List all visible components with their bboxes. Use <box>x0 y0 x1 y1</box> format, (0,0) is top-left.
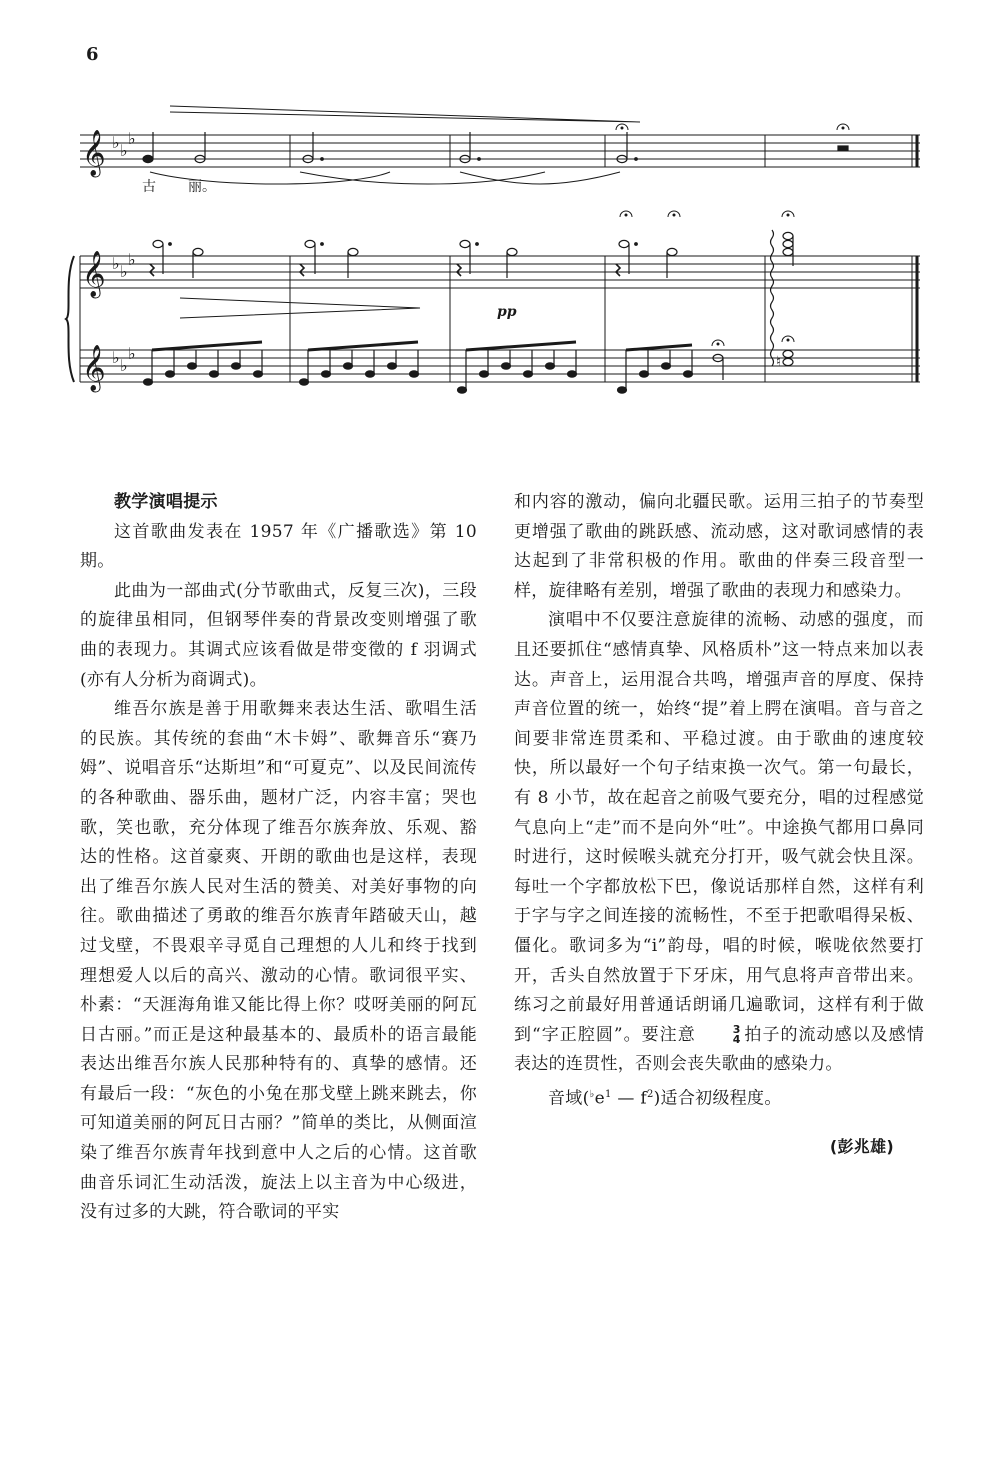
piano-treble-staff <box>80 256 920 288</box>
flat-icon: ♭ <box>120 356 128 375</box>
lyric-1: 古 <box>142 179 156 195</box>
treble-clef-icon: 𝄞 <box>82 345 106 391</box>
vocal-staff <box>80 135 920 167</box>
page-number: 6 <box>86 44 99 65</box>
section-heading: 教学演唱提示 <box>114 492 218 512</box>
paragraph: 这首歌曲发表在 1957 年《广播歌选》第 10 期。 <box>80 521 477 572</box>
vocal-range: 音域($^♭e^1$ — $f^2$)适合初级程度。 <box>548 1088 782 1109</box>
flat-icon: ♭ <box>112 348 120 367</box>
treble-clef-icon: 𝄞 <box>82 251 106 297</box>
author-credit: (彭兆雄) <box>829 1137 894 1157</box>
arpeggio-m1 <box>144 342 263 385</box>
flat-icon: ♭ <box>120 262 128 281</box>
flat-icon: ♭ <box>120 141 128 160</box>
arpeggio-m2 <box>300 342 419 385</box>
flat-icon: ♭ <box>112 254 120 273</box>
paragraph: 维吾尔族是善于用歌舞来表达生活、歌唱生活的民族。其传统的套曲“木卡姆”、歌舞音乐“赛乃姆”、说唱音乐“达斯坦”和“可夏克”、以及民间流传的各种歌曲、器乐曲，题材广泛，内容丰富；哭也歌，笑也歌，充分体现了维吾尔族奔放、乐观、豁达的性格。这首豪爽、开朗的歌曲也是这样，表现出了维吾尔族人民对生活的赞美、对美好事物的向往。歌曲描述了勇敢的维吾尔族青年踏破天山，越过戈壁，不畏艰辛寻觅自己理想的人儿和终于找到理想爱人以后的高兴、激动的心情。歌词很平实、朴素：“天涯海角谁又能比得上你？哎呀美丽的阿瓦日古丽。”而正是这种最基本的、最质朴的语言最能表达出维吾尔族人民那种特有的、真挚的感情。还有最后一段：“灰色的小兔在那戈壁上跳来跳去，你可知道美丽的阿瓦日古丽？”简单的类比，从侧面渲染了维吾尔族青年找到意中人之后的心情。这首歌曲音乐词汇生动活泼，旋法上以主音为中心级进，没有过多的大跳，符合歌词的平实 <box>80 699 477 1223</box>
paragraph-text: 演唱中不仅要注意旋律的流畅、动感的强度，而且还要抓住“感情真挚、风格质朴”这一特点来加以表达。声音上，运用混合共鸣，增强声音的厚度、保持声音位置的统一，始终“提”着上腭在演唱。音与音之间要非常连贯柔和、平稳过渡。由于歌曲的速度较快，所以最好一个句子结束换一次气。第一句最长，有 8 小节，故在起音之前吸气要充分，唱的过程感觉气息向上“走”而不是向外“吐”。中途换气都用口鼻同时进行，这时候喉头就充分打开，吸气就会快且深。每吐一个字都放松下巴，像说话那样自然，这样有利于字与字之间连接的流畅性，不至于把歌唱得呆板、僵化。歌词多为“i”韵母，唱的时候，喉咙依然要打开，舌头自然放置于下牙床，用气息将声音带出来。练习之前最好用普通话朗诵几遍歌词，这样有利于做到“字正腔圆”。要注意 <box>514 610 924 1045</box>
article-left-column <box>80 488 477 1228</box>
paragraph <box>514 606 924 1080</box>
lyric-2: 丽。 <box>188 179 216 195</box>
piano-bass-staff <box>80 350 920 382</box>
flat-icon: ♭ <box>128 250 136 269</box>
time-signature: 3 4 <box>732 1023 741 1047</box>
paragraph: 和内容的激动，偏向北疆民歌。运用三拍子的节奏型更增强了歌曲的跳跃感、流动感，这对歌词感情的表达起到了非常积极的作用。歌曲的伴奏三段音型一样，旋律略有差别，增强了歌曲的表现力和感染力。 <box>514 492 924 601</box>
natural-icon: ♮ <box>776 354 782 370</box>
flat-icon: ♭ <box>128 344 136 363</box>
arpeggio-m4 <box>618 345 724 393</box>
paragraph: 此曲为一部曲式(分节歌曲式，反复三次)，三段的旋律虽相同，但钢琴伴奏的背景改变则增强了歌曲的表现力。其调式应该看做是带变徵的 f 羽调式(亦有人分析为商调式)。 <box>80 580 477 690</box>
treble-clef-icon: 𝄞 <box>82 130 106 176</box>
dynamic-marking: pp <box>497 304 517 320</box>
music-score <box>60 90 940 420</box>
paragraph-text: 拍子的流动感以及感情表达的连贯性，否则会丧失歌曲的感染力。 <box>514 1024 924 1075</box>
article-right-column <box>514 488 924 1162</box>
flat-icon: ♭ <box>128 129 136 148</box>
flat-icon: ♭ <box>112 133 120 152</box>
